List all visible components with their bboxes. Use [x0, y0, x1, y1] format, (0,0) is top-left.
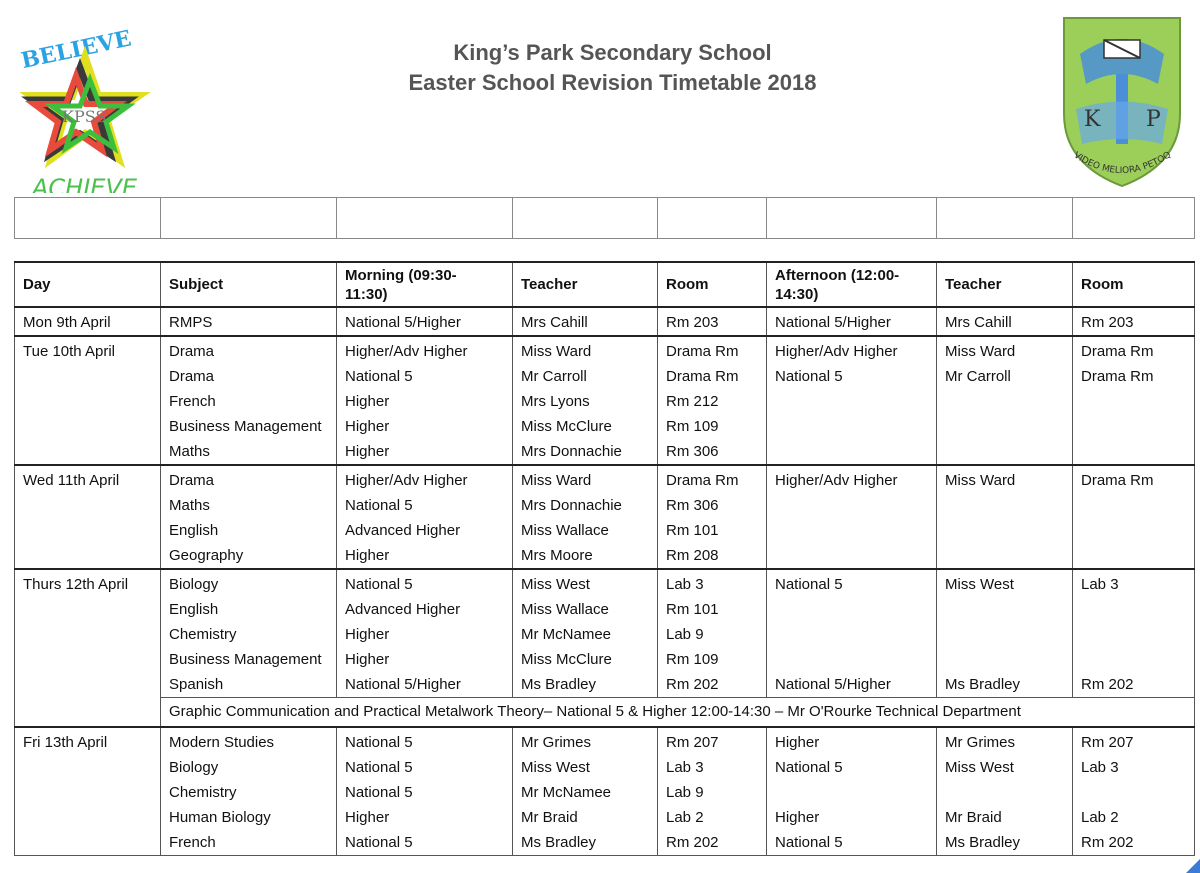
- cell-line: Rm 306: [666, 497, 719, 514]
- cell-line: Higher: [345, 651, 390, 668]
- cell-line: Lab 3: [1081, 759, 1119, 776]
- timetable-title: Easter School Revision Timetable 2018: [408, 70, 817, 95]
- cell-line: Human Biology: [169, 809, 271, 826]
- cell-line: Mrs Cahill: [521, 314, 588, 331]
- cell-line: Drama Rm: [1081, 472, 1154, 489]
- cell-line: Higher: [345, 809, 390, 826]
- cell-line: French: [169, 393, 216, 410]
- cell-line: Mr Carroll: [521, 368, 587, 385]
- cell-line: Biology: [169, 759, 219, 776]
- cell-line: Lab 2: [1081, 809, 1119, 826]
- afternoon-level-cell: [767, 727, 937, 856]
- afternoon-level-cell: [767, 465, 937, 569]
- cell-line: National 5/Higher: [775, 314, 891, 331]
- cell-line: French: [169, 834, 216, 851]
- cell-line: Lab 3: [666, 759, 704, 776]
- day-row: [15, 336, 1195, 465]
- cell-line: Higher: [345, 547, 390, 564]
- col-header-teacher-morning: Teacher: [513, 262, 658, 307]
- day-row: [15, 569, 1195, 698]
- cell-line: Lab 9: [666, 626, 704, 643]
- crest-letter-right: P: [1146, 107, 1161, 132]
- day-cell: [15, 569, 161, 698]
- day-cell: [15, 307, 161, 336]
- day-label: Wed 11th April: [23, 472, 120, 489]
- afternoon-teacher-cell: [937, 336, 1073, 465]
- cell-line: Mrs Donnachie: [521, 497, 622, 514]
- cell-line: Rm 202: [666, 834, 719, 851]
- table-header-row: [15, 262, 1195, 307]
- cell-line: Miss Ward: [521, 472, 592, 489]
- cell-line: Business Management: [169, 418, 322, 435]
- cell-line: Advanced Higher: [345, 522, 461, 539]
- cell-line: National 5: [345, 834, 413, 851]
- cell-line: Spanish: [169, 676, 224, 693]
- cell-line: Geography: [169, 547, 244, 564]
- morning-level-cell: [337, 307, 513, 336]
- afternoon-level-cell: [767, 336, 937, 465]
- cell-line: Drama Rm: [1081, 343, 1154, 360]
- blank-cell: [767, 198, 937, 239]
- cell-line: Lab 3: [666, 576, 704, 593]
- cell-line: National 5: [775, 834, 843, 851]
- cell-line: [775, 389, 928, 414]
- cell-line: English: [169, 522, 219, 539]
- cell-line: [775, 647, 928, 672]
- cell-line: Ms Bradley: [521, 834, 597, 851]
- cell-line: Rm 207: [1081, 734, 1134, 751]
- cell-line: [945, 439, 1064, 464]
- blank-header-grid: [14, 197, 1195, 239]
- cell-line: National 5: [345, 784, 413, 801]
- cell-line: Higher: [345, 626, 390, 643]
- day-row: [15, 727, 1195, 856]
- cell-line: National 5: [345, 576, 413, 593]
- cell-line: Higher: [775, 809, 820, 826]
- cell-line: National 5: [345, 759, 413, 776]
- cell-line: Drama Rm: [666, 343, 739, 360]
- cell-line: [775, 414, 928, 439]
- revision-timetable: [14, 261, 1195, 856]
- star-logo-icon: [10, 18, 170, 193]
- cell-line: Higher/Adv Higher: [345, 343, 468, 360]
- cell-line: Lab 2: [666, 809, 704, 826]
- cell-line: [775, 597, 928, 622]
- cell-line: English: [169, 601, 219, 618]
- cell-line: Miss Ward: [945, 472, 1016, 489]
- cell-line: Advanced Higher: [345, 601, 461, 618]
- afternoon-room-cell: [1073, 307, 1195, 336]
- morning-teacher-cell: [513, 336, 658, 465]
- cell-line: [775, 518, 928, 543]
- cell-line: Miss West: [945, 576, 1014, 593]
- cell-line: [775, 493, 928, 518]
- afternoon-teacher-cell: [937, 569, 1073, 698]
- cell-line: Mr McNamee: [521, 626, 612, 643]
- cell-line: Rm 202: [1081, 676, 1134, 693]
- day-label: Mon 9th April: [23, 314, 111, 331]
- cell-line: Business Management: [169, 651, 322, 668]
- cell-line: Lab 9: [666, 784, 704, 801]
- document-title: [300, 38, 925, 98]
- cell-line: [945, 493, 1064, 518]
- logo-middle-text: KPSS: [62, 107, 107, 126]
- logo-top-text: BELIEVE: [18, 25, 134, 75]
- cell-line: National 5/Higher: [775, 676, 891, 693]
- cell-line: Miss West: [521, 759, 590, 776]
- afternoon-teacher-cell: [937, 465, 1073, 569]
- page-corner-icon: [1186, 859, 1200, 873]
- morning-room-cell: [658, 336, 767, 465]
- morning-room-cell: [658, 569, 767, 698]
- school-crest: [1058, 14, 1186, 192]
- blank-cell: [1073, 198, 1195, 239]
- cell-line: Mr Carroll: [945, 368, 1011, 385]
- day-row: [15, 307, 1195, 336]
- cell-line: Rm 203: [1081, 314, 1134, 331]
- cell-line: Rm 109: [666, 418, 719, 435]
- cell-line: [1081, 780, 1186, 805]
- blank-cell: [658, 198, 767, 239]
- afternoon-room-cell: [1073, 336, 1195, 465]
- morning-level-cell: [337, 569, 513, 698]
- cell-line: Mr McNamee: [521, 784, 612, 801]
- cell-line: National 5: [775, 576, 843, 593]
- blank-cell: [513, 198, 658, 239]
- cell-line: [1081, 647, 1186, 672]
- cell-line: Miss Ward: [945, 343, 1016, 360]
- cell-line: [945, 597, 1064, 622]
- blank-cell: [161, 198, 337, 239]
- cell-line: [1081, 597, 1186, 622]
- crest-letter-left: K: [1084, 107, 1101, 132]
- cell-line: Miss Ward: [521, 343, 592, 360]
- morning-teacher-cell: [513, 465, 658, 569]
- col-header-subject: Subject: [161, 262, 337, 307]
- cell-line: Mr Braid: [945, 809, 1002, 826]
- school-crest-icon: [1058, 14, 1186, 192]
- cell-line: Maths: [169, 497, 210, 514]
- cell-line: National 5/Higher: [345, 314, 461, 331]
- cell-line: Chemistry: [169, 784, 237, 801]
- logo-bottom-text: ACHIEVE: [32, 174, 138, 193]
- cell-line: Ms Bradley: [945, 834, 1021, 851]
- afternoon-teacher-cell: [937, 307, 1073, 336]
- morning-room-cell: [658, 307, 767, 336]
- cell-line: National 5: [345, 497, 413, 514]
- blank-cell: [937, 198, 1073, 239]
- cell-line: Rm 101: [666, 522, 719, 539]
- cell-line: Miss West: [521, 576, 590, 593]
- cell-line: [1081, 543, 1186, 568]
- col-header-room-morning: Room: [658, 262, 767, 307]
- cell-line: Miss McClure: [521, 651, 612, 668]
- believe-achieve-logo: [10, 18, 170, 193]
- cell-line: Higher: [345, 418, 390, 435]
- day-label: Fri 13th April: [23, 734, 108, 751]
- note-row: [15, 698, 1195, 728]
- cell-line: Rm 101: [666, 601, 719, 618]
- cell-line: Higher/Adv Higher: [775, 343, 898, 360]
- cell-line: [775, 439, 928, 464]
- cell-line: Higher/Adv Higher: [775, 472, 898, 489]
- cell-line: Drama: [169, 343, 215, 360]
- cell-line: [945, 389, 1064, 414]
- cell-line: National 5: [775, 759, 843, 776]
- cell-line: Rm 306: [666, 443, 719, 460]
- cell-line: [1081, 414, 1186, 439]
- cell-line: Lab 3: [1081, 576, 1119, 593]
- subject-cell: [161, 307, 337, 336]
- cell-line: Modern Studies: [169, 734, 275, 751]
- afternoon-room-cell: [1073, 727, 1195, 856]
- timetable-body: [15, 307, 1195, 856]
- cell-line: Drama: [169, 368, 215, 385]
- cell-line: Drama Rm: [1081, 368, 1154, 385]
- cell-line: [1081, 622, 1186, 647]
- cell-line: Miss McClure: [521, 418, 612, 435]
- cell-line: National 5: [345, 734, 413, 751]
- special-session-note: Graphic Communication and Practical Metalwork Theory– National 5 & Higher 12:00-14:30 – Mr O'Rourke Technical Department: [161, 698, 1195, 728]
- cell-line: Drama Rm: [666, 368, 739, 385]
- cell-line: [1081, 439, 1186, 464]
- cell-line: Higher: [775, 734, 820, 751]
- cell-line: [945, 543, 1064, 568]
- cell-line: Ms Bradley: [945, 676, 1021, 693]
- afternoon-room-cell: [1073, 465, 1195, 569]
- cell-line: Mr Grimes: [521, 734, 591, 751]
- crest-motto: VIDEO MELIORA PETOQ: [1071, 150, 1173, 177]
- day-cell: [15, 336, 161, 465]
- afternoon-room-cell: [1073, 569, 1195, 698]
- col-header-afternoon: Afternoon (12:00- 14:30): [767, 262, 937, 307]
- col-header-morning: Morning (09:30- 11:30): [337, 262, 513, 307]
- col-header-room-afternoon: Room: [1073, 262, 1195, 307]
- cell-line: National 5/Higher: [345, 676, 461, 693]
- day-cell: [15, 727, 161, 856]
- school-name: King’s Park Secondary School: [453, 40, 772, 65]
- col-header-teacher-afternoon: Teacher: [937, 262, 1073, 307]
- cell-line: Mrs Lyons: [521, 393, 590, 410]
- morning-level-cell: [337, 465, 513, 569]
- cell-line: [945, 780, 1064, 805]
- cell-line: Drama Rm: [666, 472, 739, 489]
- cell-line: Miss West: [945, 759, 1014, 776]
- cell-line: National 5: [345, 368, 413, 385]
- afternoon-teacher-cell: [937, 727, 1073, 856]
- cell-line: RMPS: [169, 314, 213, 331]
- cell-line: [1081, 389, 1186, 414]
- cell-line: Higher: [345, 393, 390, 410]
- cell-line: Rm 207: [666, 734, 719, 751]
- cell-line: Rm 208: [666, 547, 719, 564]
- blank-cell: [337, 198, 513, 239]
- cell-line: Higher/Adv Higher: [345, 472, 468, 489]
- cell-line: Ms Bradley: [521, 676, 597, 693]
- cell-line: Drama: [169, 472, 215, 489]
- cell-line: [945, 622, 1064, 647]
- morning-level-cell: [337, 336, 513, 465]
- cell-line: [775, 780, 928, 805]
- morning-room-cell: [658, 727, 767, 856]
- cell-line: Mr Braid: [521, 809, 578, 826]
- morning-room-cell: [658, 465, 767, 569]
- cell-line: Rm 212: [666, 393, 719, 410]
- cell-line: [945, 518, 1064, 543]
- cell-line: Miss Wallace: [521, 522, 609, 539]
- cell-line: Chemistry: [169, 626, 237, 643]
- cell-line: [945, 414, 1064, 439]
- cell-line: Miss Wallace: [521, 601, 609, 618]
- morning-level-cell: [337, 727, 513, 856]
- subject-cell: [161, 727, 337, 856]
- blank-cell: [15, 198, 161, 239]
- day-cell: [15, 465, 161, 569]
- cell-line: Maths: [169, 443, 210, 460]
- cell-line: Rm 202: [1081, 834, 1134, 851]
- morning-teacher-cell: [513, 307, 658, 336]
- subject-cell: [161, 465, 337, 569]
- col-header-day: Day: [15, 262, 161, 307]
- cell-line: Higher: [345, 443, 390, 460]
- cell-line: [775, 543, 928, 568]
- day-row: [15, 465, 1195, 569]
- cell-line: Mrs Moore: [521, 547, 593, 564]
- day-label: Thurs 12th April: [23, 576, 129, 593]
- cell-line: [1081, 493, 1186, 518]
- cell-line: Mrs Cahill: [945, 314, 1012, 331]
- subject-cell: [161, 569, 337, 698]
- cell-line: National 5: [775, 368, 843, 385]
- morning-teacher-cell: [513, 569, 658, 698]
- day-cell: [15, 698, 161, 728]
- cell-line: Rm 109: [666, 651, 719, 668]
- day-label: Tue 10th April: [23, 343, 115, 360]
- cell-line: [775, 622, 928, 647]
- cell-line: Biology: [169, 576, 219, 593]
- cell-line: [1081, 518, 1186, 543]
- afternoon-level-cell: [767, 569, 937, 698]
- morning-teacher-cell: [513, 727, 658, 856]
- cell-line: [945, 647, 1064, 672]
- afternoon-level-cell: [767, 307, 937, 336]
- cell-line: Rm 203: [666, 314, 719, 331]
- subject-cell: [161, 336, 337, 465]
- cell-line: Mr Grimes: [945, 734, 1015, 751]
- cell-line: Rm 202: [666, 676, 719, 693]
- cell-line: Mrs Donnachie: [521, 443, 622, 460]
